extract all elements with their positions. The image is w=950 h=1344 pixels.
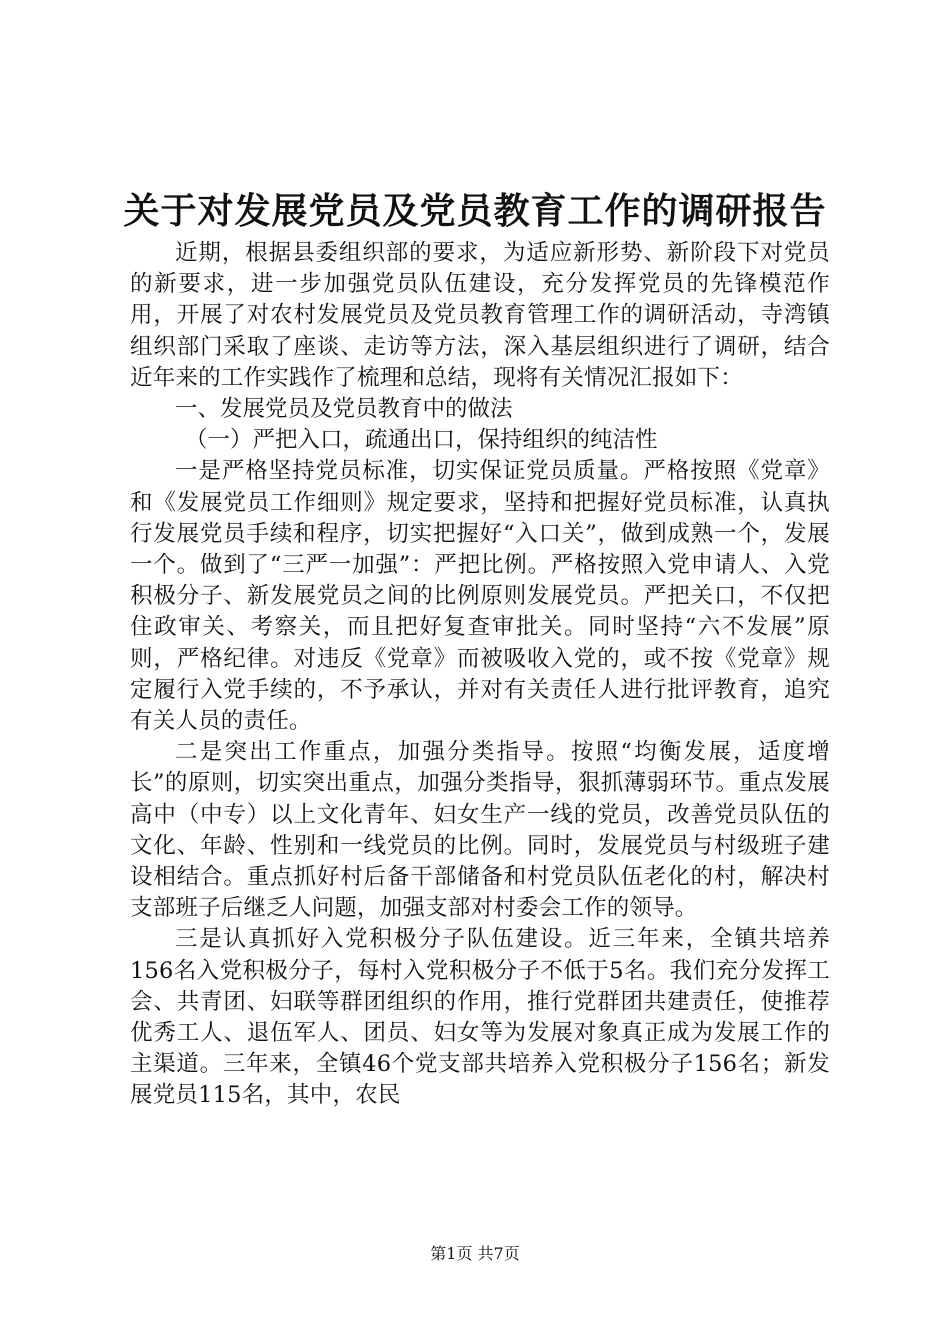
section-heading: 一、发展党员及党员教育中的做法 [175, 396, 513, 423]
body-paragraph-2: 二是突出工作重点，加强分类指导。按照“均衡发展，适度增长”的原则，切实突出重点，加强分类指导，狠抓薄弱环节。重点发展高中（中专）以上文化青年、妇女生产一线的党员，改善党员队伍的文化、年龄、性别和一线党员的比例。同时，发展党员与村级班子建设相结合。重点抓好村后备干部储备和村党员队伍老化的村，解决村支部班子后继乏人问题，加强支部对村委会工作的领导。 [130, 739, 830, 922]
document-title: 关于对发展党员及党员教育工作的调研报告 [123, 190, 827, 232]
body-paragraph-1: 一是严格坚持党员标准，切实保证党员质量。严格按照《党章》和《发展党员工作细则》规定要求，坚持和把握好党员标准，认真执行发展党员手续和程序，切实把握好“入口关”，做到成熟一个，发展一个。做到了“三严一加强”：严把比例。严格按照入党申请人、入党积极分子、新发展党员之间的比例原则发展党员。严把关口，不仅把住政审关、考察关，而且把好复查审批关。同时坚持“六不发展”原则，严格纪律。对违反《党章》而被吸收入党的，或不按《党章》规定履行入党手续的，不予承认，并对有关责任人进行批评教育，追究有关人员的责任。 [130, 458, 830, 735]
page-number-footer: 第1页 共7页 [430, 1244, 520, 1263]
body-paragraph-3: 三是认真抓好入党积极分子队伍建设。近三年来，全镇共培养156名入党积极分子，每村入党积极分子不低于5名。我们充分发挥工会、共青团、妇联等群团组织的作用，推行党群团共建责任，使推荐优秀工人、退伍军人、团员、妇女等为发展对象真正成为发展工作的主渠道。三年来，全镇46个党支部共培养入党积极分子156名；新发展党员115名，其中，农民 [130, 926, 830, 1109]
subsection-heading: （一）严把入口，疏通出口，保持组织的纯洁性 [185, 427, 658, 454]
document-body [130, 238, 830, 1112]
intro-paragraph: 近期，根据县委组织部的要求，为适应新形势、新阶段下对党员的新要求，进一步加强党员队伍建设，充分发挥党员的先锋模范作用，开展了对农村发展党员及党员教育管理工作的调研活动，寺湾镇组织部门采取了座谈、走访等方法，深入基层组织进行了调研，结合近年来的工作实践作了梳理和总结，现将有关情况汇报如下： [130, 240, 830, 391]
